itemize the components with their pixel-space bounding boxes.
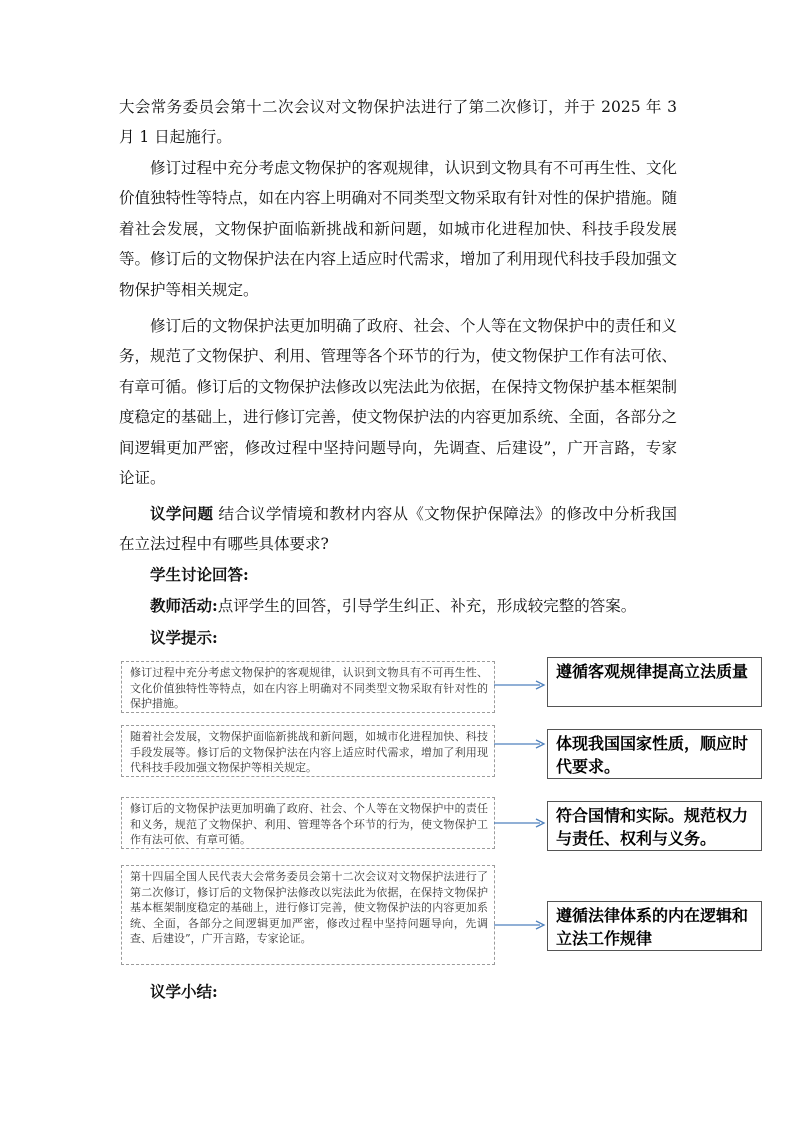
summary-label: 议学小结: <box>150 982 218 1001</box>
diagram-target-box-4: 遵循法律体系的内在逻辑和立法工作规律 <box>547 901 762 951</box>
diagram-source-box-3: 修订后的文物保护法更加明确了政府、社会、个人等在文物保护中的责任和义务，规范了文物保护、利用、管理等各个环节的行为，使文物保护工作有法可依、有章可循。 <box>121 797 495 849</box>
diagram-target-box-1: 遵循客观规律提高立法质量 <box>547 657 762 707</box>
hint-label: 议学提示: <box>150 628 218 647</box>
arrow-right-icon <box>494 679 546 691</box>
arrow-right-icon <box>494 738 546 750</box>
diagram-target-box-2: 体现我国国家性质，顺应时代要求。 <box>547 729 762 779</box>
paragraph-1: 大会常务委员会第十二次会议对文物保护法进行了第二次修订，并于 2025 年 3 月 1 日起施行。 <box>119 98 677 147</box>
paragraph-2: 修订过程中充分考虑文物保护的客观规律，认识到文物具有不可再生性、文化价值独特性等特点，如在内容上明确对不同类型文物采取有针对性的保护措施。随着社会发展，文物保护面临新挑战和新问题，如城市化进程加快、科技手段发展等。修订后的文物保护法在内容上适应时代需求，增加了利用现代科技手段加强文物保护等相关规定。 <box>119 159 678 299</box>
question-label: 议学问题 <box>150 504 214 523</box>
diagram-source-box-2: 随着社会发展，文物保护面临新挑战和新问题，如城市化进程加快、科技手段发展等。修订后的文物保护法在内容上适应时代需求，增加了利用现代科技手段加强文物保护等相关规定。 <box>121 725 495 777</box>
teacher-activity-label: 教师活动: <box>150 596 218 615</box>
diagram-source-box-4: 第十四届全国人民代表大会常务委员会第十二次会议对文物保护法进行了第二次修订，修订后的文物保护法修改以宪法此为依据，在保持文物保护基本框架制度稳定的基础上，进行修订完善，使文物保护法的内容更加系统、全面，各部分之间逻辑更加严密，修改过程中坚持问题导向，先调查、后建设”，广开言路，专家论证。 <box>121 865 495 965</box>
diagram-target-box-3: 符合国情和实际。规范权力与责任、权利与义务。 <box>547 801 762 851</box>
paragraph-3: 修订后的文物保护法更加明确了政府、社会、个人等在文物保护中的责任和义务，规范了文物保护、利用、管理等各个环节的行为，使文物保护工作有法可依、有章可循。修订后的文物保护法修改以宪法此为依据，在保持文物保护基本框架制度稳定的基础上，进行修订完善，使文物保护法的内容更加系统、全面，各部分之间逻辑更加严密，修改过程中坚持问题导向，先调查、后建设”，广开言路，专家论证。 <box>119 317 678 488</box>
teacher-activity-text: 点评学生的回答，引导学生纠正、补充，形成较完整的答案。 <box>217 597 637 615</box>
question-text: 结合议学情境和教材内容从《文物保护保障法》的修改中分析我国在立法过程中有哪些具体要求? <box>119 505 677 554</box>
arrow-right-icon <box>494 919 546 931</box>
teacher-activity-line <box>150 594 636 618</box>
question-paragraph <box>119 499 677 560</box>
arrow-right-icon <box>494 817 546 829</box>
diagram-source-box-1: 修订过程中充分考虑文物保护的客观规律，认识到文物具有不可再生性、文化价值独特性等特点，如在内容上明确对不同类型文物采取有针对性的保护措施。 <box>121 661 495 713</box>
student-discussion-label: 学生讨论回答: <box>150 565 249 584</box>
